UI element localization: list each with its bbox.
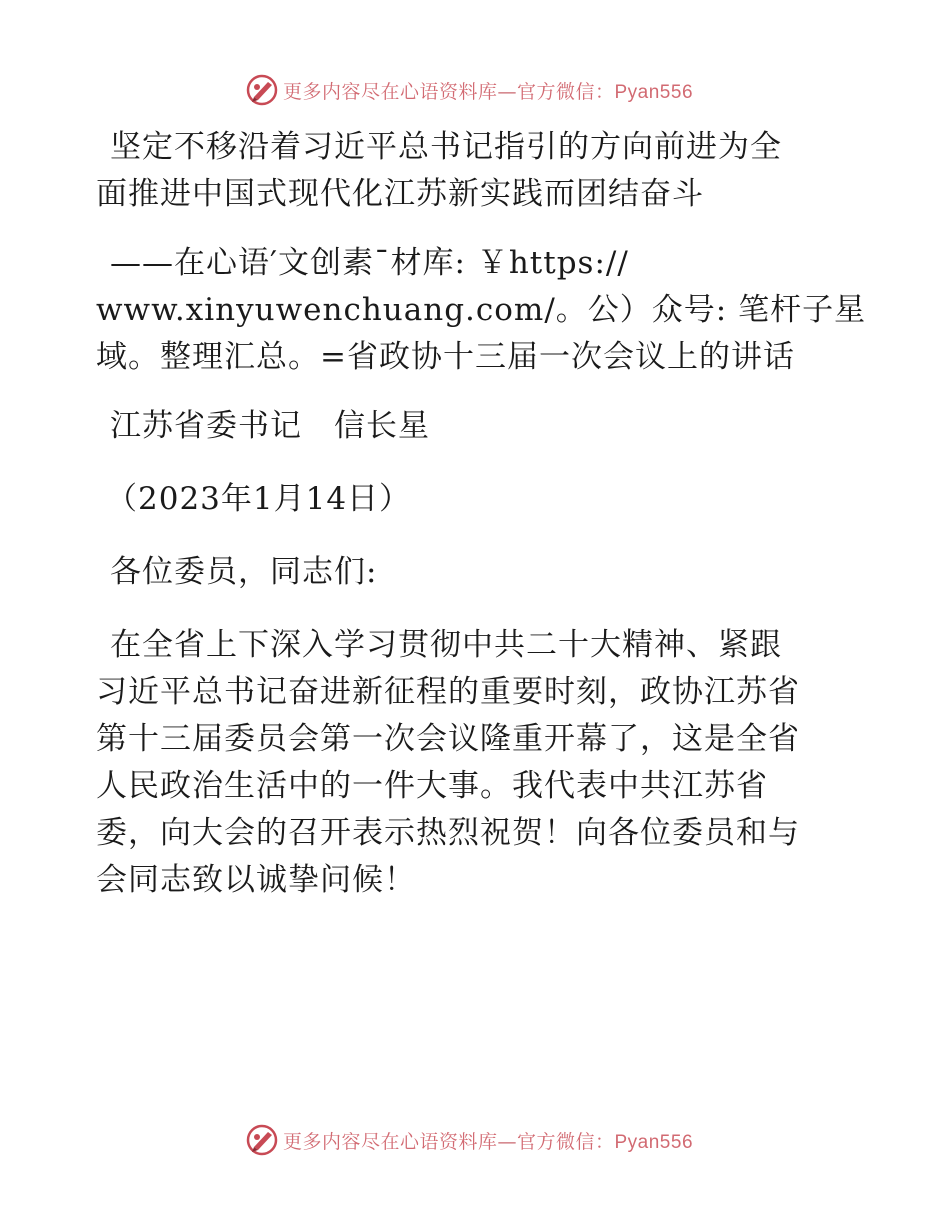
title-line-1: 坚定不移沿着习近平总书记指引的方向前进为全 bbox=[110, 129, 782, 165]
paragraph-line: 委，向大会的召开表示热烈祝贺！向各位委员和与 bbox=[96, 815, 800, 851]
banner-dash: — bbox=[497, 1130, 517, 1153]
subtitle-line-1: ——在心语′文创素¯材库: ￥https:// bbox=[110, 245, 629, 281]
date-line: （2023年1月14日） bbox=[106, 481, 412, 517]
banner-main-text: 更多内容尽在心语资料库 bbox=[282, 80, 498, 103]
paragraph-line: 第十三届委员会第一次会议隆重开幕了，这是全省 bbox=[96, 721, 800, 757]
document-body bbox=[96, 124, 867, 904]
header-banner bbox=[0, 70, 950, 110]
subtitle-line-2: www.xinyuwenchuang.com/。公）众号: 笔杆子星 bbox=[96, 292, 867, 328]
banner-wechat-label: 官方微信： bbox=[516, 80, 615, 103]
banner-wechat-id: Pyan556 bbox=[614, 81, 694, 103]
subtitle-line-3: 域。整理汇总。=省政协十三届一次会议上的讲话 bbox=[96, 339, 795, 375]
banner-text bbox=[283, 77, 693, 104]
banner-text bbox=[283, 1127, 693, 1154]
paragraph-line: 在全省上下深入学习贯彻中共二十大精神、紧跟 bbox=[110, 627, 782, 663]
footer-banner bbox=[0, 1120, 950, 1160]
salutation: 各位委员，同志们: bbox=[110, 554, 378, 590]
title-line-2: 面推进中国式现代化江苏新实践而团结奋斗 bbox=[96, 176, 704, 212]
paragraph-line: 人民政治生活中的一件大事。我代表中共江苏省 bbox=[96, 768, 768, 804]
author-line: 江苏省委书记 信长星 bbox=[110, 408, 430, 444]
red-pen-circle-logo-icon bbox=[245, 73, 279, 107]
red-pen-circle-logo-icon bbox=[245, 1123, 279, 1157]
paragraph-line: 会同志致以诚挚问候！ bbox=[96, 862, 416, 898]
paragraph bbox=[96, 622, 856, 904]
banner-wechat-label: 官方微信： bbox=[516, 1130, 615, 1153]
banner-dash: — bbox=[497, 80, 517, 103]
banner-wechat-id: Pyan556 bbox=[614, 1131, 694, 1153]
banner-main-text: 更多内容尽在心语资料库 bbox=[282, 1130, 498, 1153]
paragraph-line: 习近平总书记奋进新征程的重要时刻，政协江苏省 bbox=[96, 674, 800, 710]
